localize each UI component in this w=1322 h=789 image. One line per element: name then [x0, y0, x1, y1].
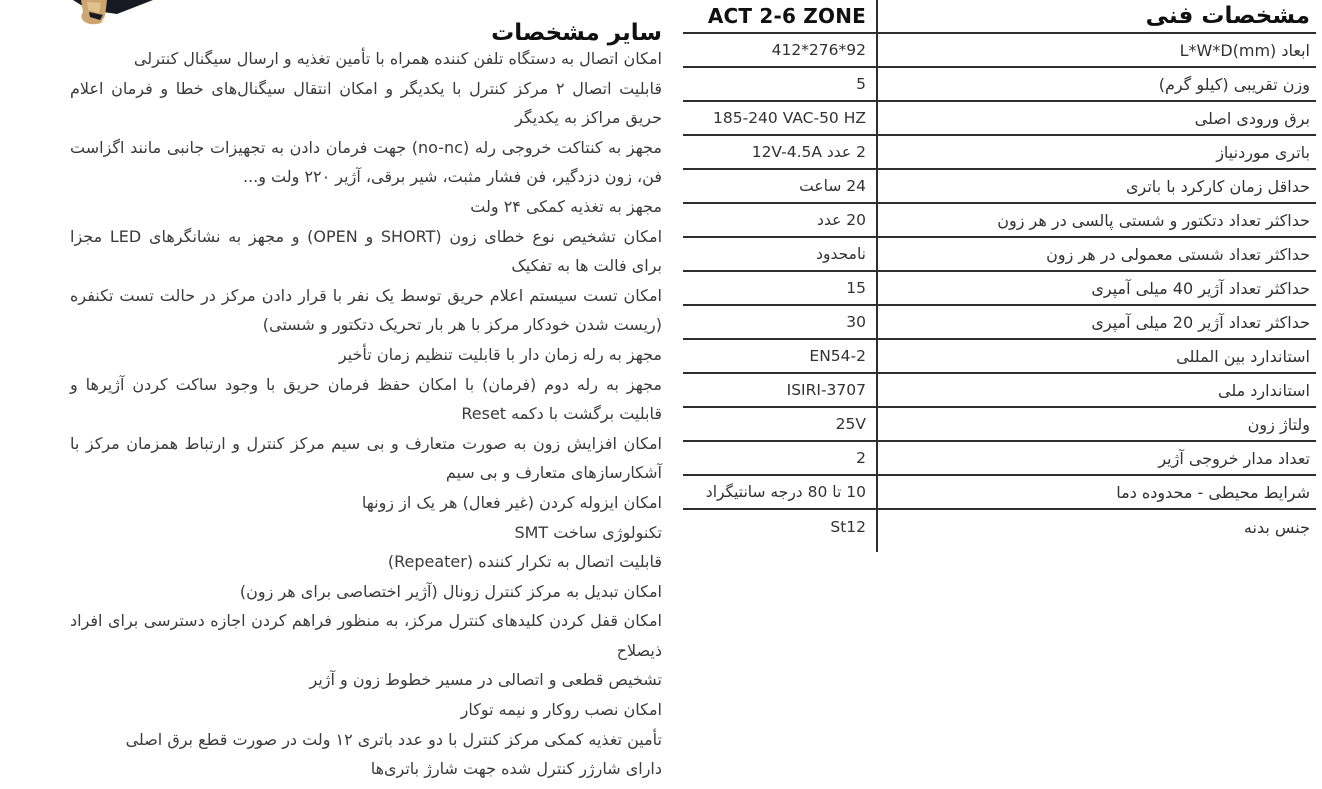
spec-label: باتری موردنیاز	[1216, 142, 1310, 162]
spec-label: استاندارد بین المللی	[1176, 346, 1310, 366]
spec-value: 2	[856, 449, 866, 467]
feature-item: امکان قفل کردن کلیدهای کنترل مرکز، به منظور فراهم کردن اجازه دسترسی برای افراد ذیصلاح	[70, 611, 662, 660]
table-row	[683, 136, 1316, 170]
table-row	[683, 442, 1316, 476]
feature-item: تشخیص قطعی و اتصالی در مسیر خطوط زون و آژیر	[309, 670, 662, 690]
feature-item: امکان افزایش زون به صورت متعارف و بی سیم مرکز کنترل و ارتباط همزمان مرکز با آشکارسازهای متعارف و بی سیم	[70, 433, 662, 483]
feature-item: قابلیت اتصال به تکرار کننده (Repeater)	[387, 552, 662, 572]
features-heading: سایر مشخصات	[491, 20, 662, 47]
spec-value: 30	[846, 313, 866, 331]
spec-value: 10 تا 80 درجه سانتیگراد	[705, 483, 866, 501]
table-row	[683, 204, 1316, 238]
table-row	[683, 68, 1316, 102]
spec-label: تعداد مدار خروجی آژیر	[1158, 448, 1310, 468]
spec-label: ولتاژ زون	[1247, 414, 1310, 434]
features-list	[70, 44, 662, 784]
feature-item: دارای شارژر کنترل شده جهت شارژ باتری‌ها	[370, 759, 662, 779]
spec-value: ISIRI-3707	[786, 381, 866, 399]
spec-label: حداکثر تعداد آژیر 40 میلی آمپری	[1091, 278, 1310, 298]
table-row	[683, 408, 1316, 442]
spec-label: حداکثر تعداد دتکتور و شستی پالسی در هر زون	[997, 210, 1310, 230]
table-header-row	[683, 0, 1316, 34]
table-row	[683, 510, 1316, 544]
technical-spec-table	[683, 0, 1316, 544]
feature-item: تکنولوژی ساخت SMT	[514, 522, 662, 542]
spec-value: 2 عدد 12V-4.5A	[751, 143, 866, 161]
table-row	[683, 34, 1316, 68]
table-row	[683, 306, 1316, 340]
spec-value: 15	[846, 279, 866, 297]
spec-label: حداکثر تعداد آژیر 20 میلی آمپری	[1091, 312, 1310, 332]
feature-item: امکان تبدیل به مرکز کنترل زونال (آژیر اختصاصی برای هر زون)	[239, 581, 662, 601]
feature-item: قابلیت اتصال ۲ مرکز کنترل با یکدیگر و امکان انتقال سیگنال‌های خطا و فرمان اعلام حریق مراکز به یکدیگر	[70, 78, 662, 128]
spec-value: EN54-2	[809, 347, 866, 365]
product-photo-fragment-icon	[45, 0, 155, 40]
feature-item: مجهز به رله دوم (فرمان) با امکان حفظ فرمان حریق با وجود ساکت کردن آژیرها و قابلیت برگشت با دکمه Reset	[70, 374, 662, 424]
feature-item: امکان تست سیستم اعلام حریق توسط یک نفر با قرار دادن مرکز در حالت تست تکنفره (ریست شدن خودکار مرکز با هر بار تحریک دتکتور و شستی)	[70, 285, 662, 335]
spec-value: 185-240 VAC-50 HZ	[713, 109, 866, 127]
feature-item: امکان نصب روکار و نیمه توکار	[460, 700, 662, 720]
model-name-header: ACT 2-6 ZONE	[707, 4, 866, 28]
table-row	[683, 476, 1316, 510]
table-row	[683, 102, 1316, 136]
feature-item: امکان ایزوله کردن (غیر فعال) هر یک از زونها	[361, 492, 662, 512]
table-row	[683, 374, 1316, 408]
spec-value: St12	[830, 518, 866, 536]
feature-item: امکان اتصال به دستگاه تلفن کننده همراه با تأمین تغذیه و ارسال سیگنال کنترلی	[133, 49, 662, 68]
spec-label: حداکثر تعداد شستی معمولی در هر زون	[1046, 244, 1310, 264]
spec-label: استاندارد ملی	[1218, 380, 1310, 400]
feature-item: مجهز به تغذیه کمکی ۲۴ ولت	[470, 196, 662, 216]
spec-label: جنس بدنه	[1243, 517, 1310, 537]
table-title: مشخصات فنی	[1145, 3, 1310, 29]
table-row	[683, 238, 1316, 272]
table-row	[683, 170, 1316, 204]
table-column-divider	[876, 0, 878, 552]
spec-label: ابعاد L*W*D(mm)	[1179, 40, 1310, 60]
spec-value: 24 ساعت	[799, 177, 866, 195]
spec-label: برق ورودی اصلی	[1194, 108, 1310, 128]
feature-item: تأمین تغذیه کمکی مرکز کنترل با دو عدد باتری ۱۲ ولت در صورت قطع برق اصلی	[125, 729, 662, 749]
feature-item: امکان تشخیص نوع خطای زون (SHORT و OPEN) و مجهز به نشانگرهای LED مجزا برای فالت ها به تفکیک	[70, 226, 663, 276]
spec-value: 5	[856, 75, 866, 93]
spec-value: نامحدود	[816, 245, 866, 263]
table-row	[683, 340, 1316, 374]
feature-item: مجهز به رله زمان دار با قابلیت تنظیم زمان تأخیر	[338, 344, 662, 364]
table-row	[683, 272, 1316, 306]
feature-item: مجهز به کنتاکت خروجی رله (no-nc) جهت فرمان دادن به تجهیزات جانبی مانند اگزاست فن، زون دزدگیر، فن فشار مثبت، شیر برقی، آژیر ۲۲۰ ولت و...	[70, 137, 662, 187]
spec-value: 25V	[835, 415, 866, 433]
spec-label: حداقل زمان کارکرد با باتری	[1125, 176, 1310, 196]
spec-value: 412*276*92	[771, 41, 866, 59]
spec-label: وزن تقریبی (کیلو گرم)	[1158, 74, 1310, 94]
spec-value: 20 عدد	[817, 211, 866, 229]
spec-label: شرایط محیطی - محدوده دما	[1116, 482, 1310, 502]
